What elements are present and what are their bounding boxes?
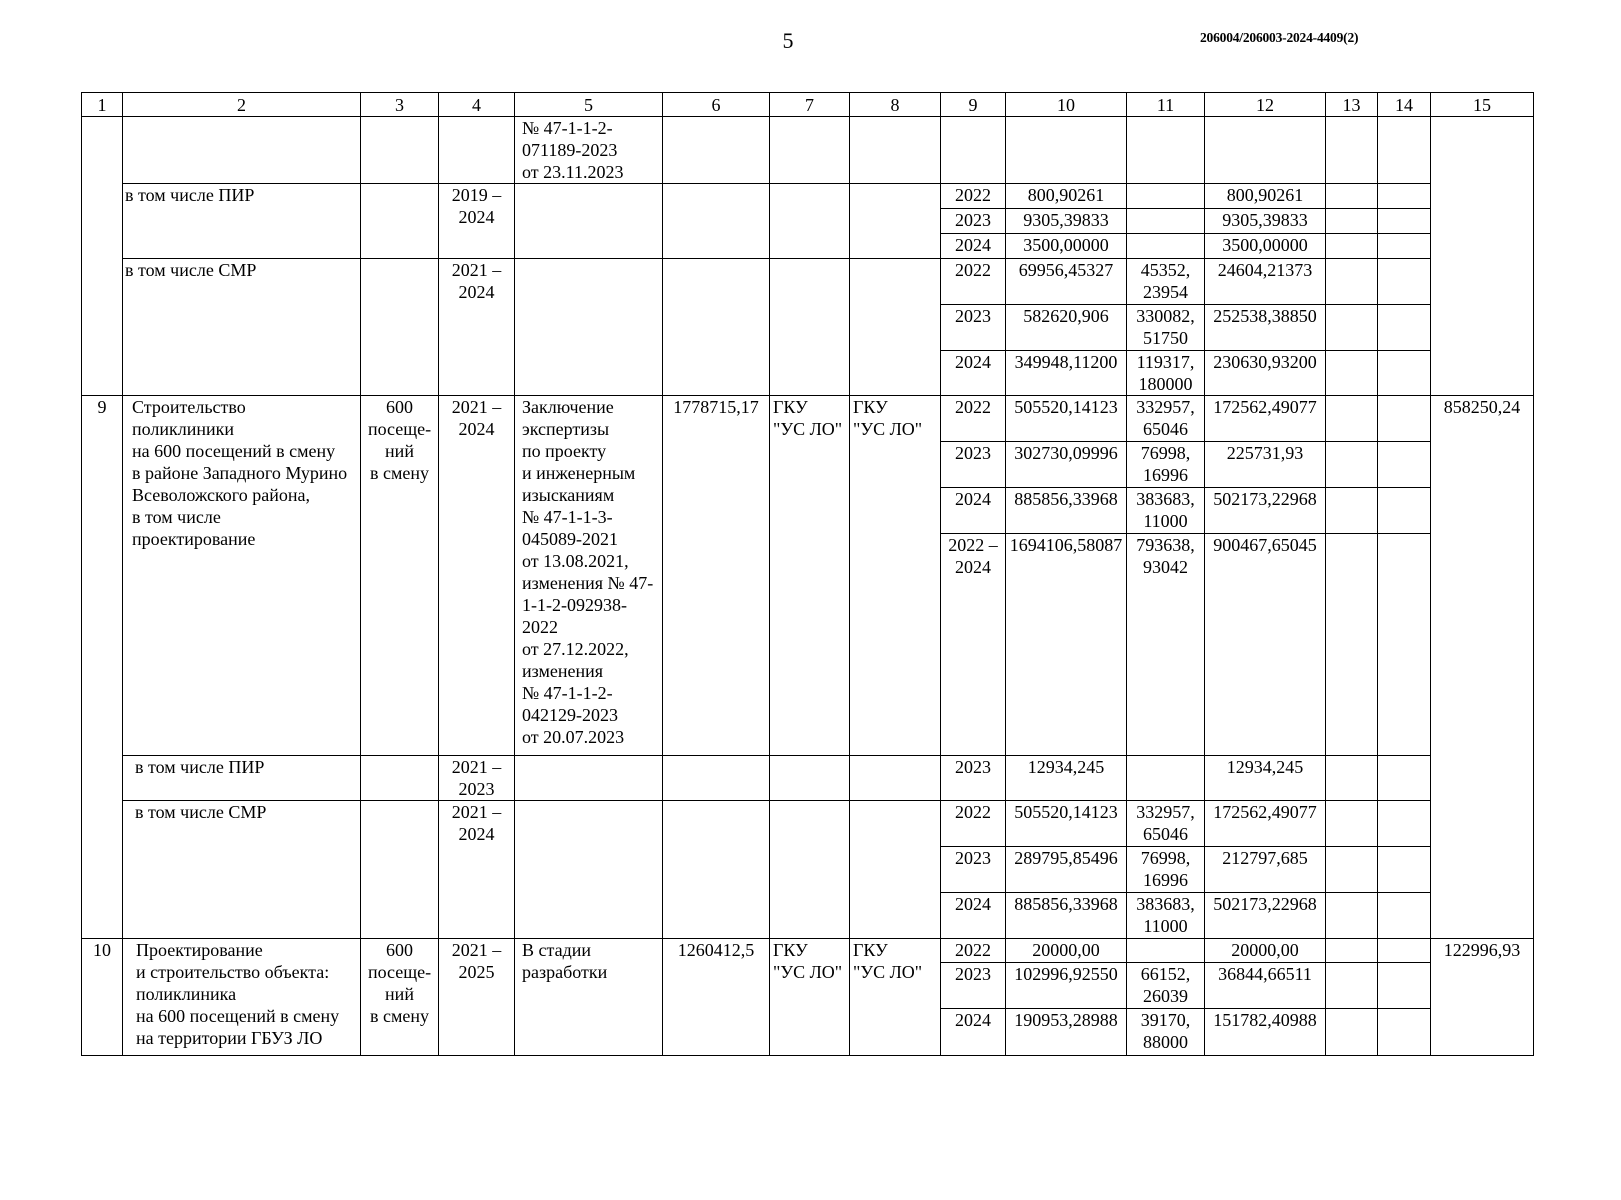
row-number: 9 <box>82 396 123 939</box>
page-number: 5 <box>782 28 794 53</box>
col-6-cell: 1260412,5 <box>663 939 770 1056</box>
col-12-cell: 172562,49077 <box>1205 396 1326 442</box>
col-10-cell: 302730,09996 <box>1006 442 1127 488</box>
col-3-cell <box>361 117 439 184</box>
col-8-cell <box>850 259 941 396</box>
col-3-cell: 600 посеще- ний в смену <box>361 939 439 1056</box>
col-7-cell <box>770 801 850 939</box>
col-14-cell <box>1378 801 1431 847</box>
col-10-cell <box>1006 117 1127 184</box>
col-13-cell <box>1326 442 1378 488</box>
col-12-cell: 225731,93 <box>1205 442 1326 488</box>
col-9-cell: 2022 <box>941 259 1006 305</box>
table-row <box>82 396 1534 442</box>
col-14-cell <box>1378 396 1431 442</box>
col-11-cell <box>1127 234 1205 259</box>
col-10-cell: 349948,11200 <box>1006 351 1127 396</box>
col-12-cell: 252538,38850 <box>1205 305 1326 351</box>
col-7-cell <box>770 184 850 259</box>
col-13-cell <box>1326 184 1378 209</box>
col-12-cell <box>1205 117 1326 184</box>
col-13-cell <box>1326 488 1378 534</box>
table-row <box>82 117 1534 184</box>
col-2-header: 2 <box>123 93 361 117</box>
col-3-header: 3 <box>361 93 439 117</box>
col-3-cell: 600 посеще- ний в смену <box>361 396 439 756</box>
col-11-cell: 330082, 51750 <box>1127 305 1205 351</box>
col-13-cell <box>1326 801 1378 847</box>
col-9-cell: 2024 <box>941 488 1006 534</box>
col-2-cell: в том числе ПИР <box>123 756 361 801</box>
col-7-cell <box>770 117 850 184</box>
col-7-cell <box>770 756 850 801</box>
document-id: 206004/206003-2024-4409(2) <box>1200 30 1359 45</box>
col-3-cell <box>361 756 439 801</box>
col-14-cell <box>1378 117 1431 184</box>
col-12-cell: 9305,39833 <box>1205 209 1326 234</box>
col-14-cell <box>1378 847 1431 893</box>
col-8-cell: ГКУ "УС ЛО" <box>850 396 941 756</box>
col-14-cell <box>1378 351 1431 396</box>
col-9-cell: 2022 <box>941 939 1006 963</box>
col-4-cell: 2021 – 2023 <box>439 756 515 801</box>
col-5-cell <box>515 756 663 801</box>
col-12-cell: 212797,685 <box>1205 847 1326 893</box>
col-2-cell: в том числе ПИР <box>123 184 361 259</box>
header-row <box>82 93 1534 117</box>
col-9-cell: 2022 <box>941 184 1006 209</box>
col-2-cell: Строительство поликлиники на 600 посещений в смену в районе Западного Мурино Всеволожского района, в том числе проектирование <box>123 396 361 756</box>
col-15-cell <box>1431 117 1534 396</box>
col-11-cell: 45352, 23954 <box>1127 259 1205 305</box>
col-13-cell <box>1326 756 1378 801</box>
col-14-cell <box>1378 534 1431 756</box>
col-14-cell <box>1378 488 1431 534</box>
table-row <box>82 259 1534 305</box>
col-6-cell <box>663 259 770 396</box>
col-12-cell: 502173,22968 <box>1205 488 1326 534</box>
col-15-cell: 858250,24 <box>1431 396 1534 939</box>
col-9-cell: 2024 <box>941 1009 1006 1056</box>
col-5-cell: Заключение экспертизы по проекту и инженерным изысканиям № 47-1-1-3- 045089-2021 от 13.08.2021, изменения № 47- 1-1-2-092938- 2022 от 27.12.2022, изменения № 47-1-1-2- 042129-2023 от 20.07.2023 <box>515 396 663 756</box>
col-13-cell <box>1326 305 1378 351</box>
col-4-cell: 2021 – 2024 <box>439 801 515 939</box>
col-7-cell: ГКУ "УС ЛО" <box>770 396 850 756</box>
col-6-cell <box>663 184 770 259</box>
col-8-cell <box>850 756 941 801</box>
col-9-cell: 2022 <box>941 396 1006 442</box>
col-13-cell <box>1326 351 1378 396</box>
col-9-cell: 2023 <box>941 209 1006 234</box>
col-11-cell <box>1127 209 1205 234</box>
col-11-cell: 332957, 65046 <box>1127 801 1205 847</box>
col-9-cell <box>941 117 1006 184</box>
col-14-cell <box>1378 184 1431 209</box>
col-11-cell: 76998, 16996 <box>1127 442 1205 488</box>
col-5-cell: № 47-1-1-2- 071189-2023 от 23.11.2023 <box>515 117 663 184</box>
col-10-cell: 505520,14123 <box>1006 801 1127 847</box>
col-14-cell <box>1378 209 1431 234</box>
col-4-cell: 2021 – 2025 <box>439 939 515 1056</box>
col-5-cell <box>515 184 663 259</box>
col-6-cell <box>663 117 770 184</box>
col-10-cell: 1694106,58087 <box>1006 534 1127 756</box>
col-9-cell: 2023 <box>941 847 1006 893</box>
table-row <box>82 801 1534 847</box>
col-10-cell: 289795,85496 <box>1006 847 1127 893</box>
col-8-cell: ГКУ "УС ЛО" <box>850 939 941 1056</box>
col-14-cell <box>1378 939 1431 963</box>
col-6-header: 6 <box>663 93 770 117</box>
col-12-cell: 230630,93200 <box>1205 351 1326 396</box>
col-12-cell: 3500,00000 <box>1205 234 1326 259</box>
col-11-cell: 39170, 88000 <box>1127 1009 1205 1056</box>
col-10-cell: 505520,14123 <box>1006 396 1127 442</box>
col-9-cell: 2023 <box>941 963 1006 1009</box>
col-2-cell: в том числе СМР <box>123 259 361 396</box>
col-13-cell <box>1326 259 1378 305</box>
col-8-header: 8 <box>850 93 941 117</box>
col-3-cell <box>361 184 439 259</box>
col-2-cell: в том числе СМР <box>123 801 361 939</box>
col-4-cell <box>439 117 515 184</box>
col-10-cell: 12934,245 <box>1006 756 1127 801</box>
col-11-header: 11 <box>1127 93 1205 117</box>
col-7-cell: ГКУ "УС ЛО" <box>770 939 850 1056</box>
col-11-cell: 383683, 11000 <box>1127 488 1205 534</box>
col-2-cell <box>123 117 361 184</box>
col-14-cell <box>1378 234 1431 259</box>
col-10-cell: 885856,33968 <box>1006 893 1127 939</box>
col-14-cell <box>1378 756 1431 801</box>
col-13-header: 13 <box>1326 93 1378 117</box>
col-5-cell: В стадии разработки <box>515 939 663 1056</box>
col-11-cell <box>1127 756 1205 801</box>
col-5-cell <box>515 801 663 939</box>
col-4-cell: 2019 – 2024 <box>439 184 515 259</box>
col-13-cell <box>1326 396 1378 442</box>
col-7-cell <box>770 259 850 396</box>
col-10-cell: 885856,33968 <box>1006 488 1127 534</box>
col-4-cell: 2021 – 2024 <box>439 259 515 396</box>
col-15-header: 15 <box>1431 93 1534 117</box>
col-12-cell: 151782,40988 <box>1205 1009 1326 1056</box>
col-10-cell: 800,90261 <box>1006 184 1127 209</box>
col-14-cell <box>1378 259 1431 305</box>
col-13-cell <box>1326 893 1378 939</box>
col-3-cell <box>361 259 439 396</box>
col-12-cell: 36844,66511 <box>1205 963 1326 1009</box>
col-10-header: 10 <box>1006 93 1127 117</box>
col-11-cell: 332957, 65046 <box>1127 396 1205 442</box>
col-9-header: 9 <box>941 93 1006 117</box>
col-11-cell <box>1127 184 1205 209</box>
col-11-cell: 76998, 16996 <box>1127 847 1205 893</box>
col-10-cell: 9305,39833 <box>1006 209 1127 234</box>
col-5-cell <box>515 259 663 396</box>
col-13-cell <box>1326 234 1378 259</box>
col-13-cell <box>1326 847 1378 893</box>
col-12-header: 12 <box>1205 93 1326 117</box>
col-5-header: 5 <box>515 93 663 117</box>
data-table <box>81 92 1534 1056</box>
col-11-cell <box>1127 939 1205 963</box>
table-row <box>82 184 1534 209</box>
col-9-cell: 2024 <box>941 351 1006 396</box>
col-11-cell: 119317, 180000 <box>1127 351 1205 396</box>
col-12-cell: 900467,65045 <box>1205 534 1326 756</box>
col-6-cell: 1778715,17 <box>663 396 770 756</box>
col-9-cell: 2023 <box>941 305 1006 351</box>
col-8-cell <box>850 117 941 184</box>
col-12-cell: 20000,00 <box>1205 939 1326 963</box>
col-7-header: 7 <box>770 93 850 117</box>
col-14-cell <box>1378 442 1431 488</box>
col-9-cell: 2022 <box>941 801 1006 847</box>
col-11-cell <box>1127 117 1205 184</box>
col-3-cell <box>361 801 439 939</box>
col-11-cell: 383683, 11000 <box>1127 893 1205 939</box>
col-9-cell: 2024 <box>941 893 1006 939</box>
col-12-cell: 24604,21373 <box>1205 259 1326 305</box>
col-8-cell <box>850 801 941 939</box>
col-10-cell: 20000,00 <box>1006 939 1127 963</box>
col-4-header: 4 <box>439 93 515 117</box>
col-9-cell: 2022 – 2024 <box>941 534 1006 756</box>
col-6-cell <box>663 801 770 939</box>
col-14-cell <box>1378 893 1431 939</box>
col-9-cell: 2023 <box>941 442 1006 488</box>
col-9-cell: 2024 <box>941 234 1006 259</box>
col-12-cell: 12934,245 <box>1205 756 1326 801</box>
col-1-cell <box>82 117 123 396</box>
col-2-cell: Проектирование и строительство объекта: поликлиника на 600 посещений в смену на территории ГБУЗ ЛО <box>123 939 361 1056</box>
col-13-cell <box>1326 534 1378 756</box>
col-13-cell <box>1326 209 1378 234</box>
col-10-cell: 69956,45327 <box>1006 259 1127 305</box>
col-1-header: 1 <box>82 93 123 117</box>
col-4-cell: 2021 – 2024 <box>439 396 515 756</box>
col-14-cell <box>1378 963 1431 1009</box>
table-row <box>82 756 1534 801</box>
col-12-cell: 172562,49077 <box>1205 801 1326 847</box>
col-13-cell <box>1326 963 1378 1009</box>
col-10-cell: 3500,00000 <box>1006 234 1127 259</box>
col-12-cell: 502173,22968 <box>1205 893 1326 939</box>
col-10-cell: 102996,92550 <box>1006 963 1127 1009</box>
row-number: 10 <box>82 939 123 1056</box>
col-11-cell: 66152, 26039 <box>1127 963 1205 1009</box>
col-14-cell <box>1378 1009 1431 1056</box>
col-9-cell: 2023 <box>941 756 1006 801</box>
col-8-cell <box>850 184 941 259</box>
col-14-cell <box>1378 305 1431 351</box>
col-12-cell: 800,90261 <box>1205 184 1326 209</box>
col-13-cell <box>1326 117 1378 184</box>
col-14-header: 14 <box>1378 93 1431 117</box>
table-row <box>82 939 1534 963</box>
col-10-cell: 582620,906 <box>1006 305 1127 351</box>
col-13-cell <box>1326 1009 1378 1056</box>
col-11-cell: 793638, 93042 <box>1127 534 1205 756</box>
col-13-cell <box>1326 939 1378 963</box>
col-6-cell <box>663 756 770 801</box>
col-15-cell: 122996,93 <box>1431 939 1534 1056</box>
col-10-cell: 190953,28988 <box>1006 1009 1127 1056</box>
